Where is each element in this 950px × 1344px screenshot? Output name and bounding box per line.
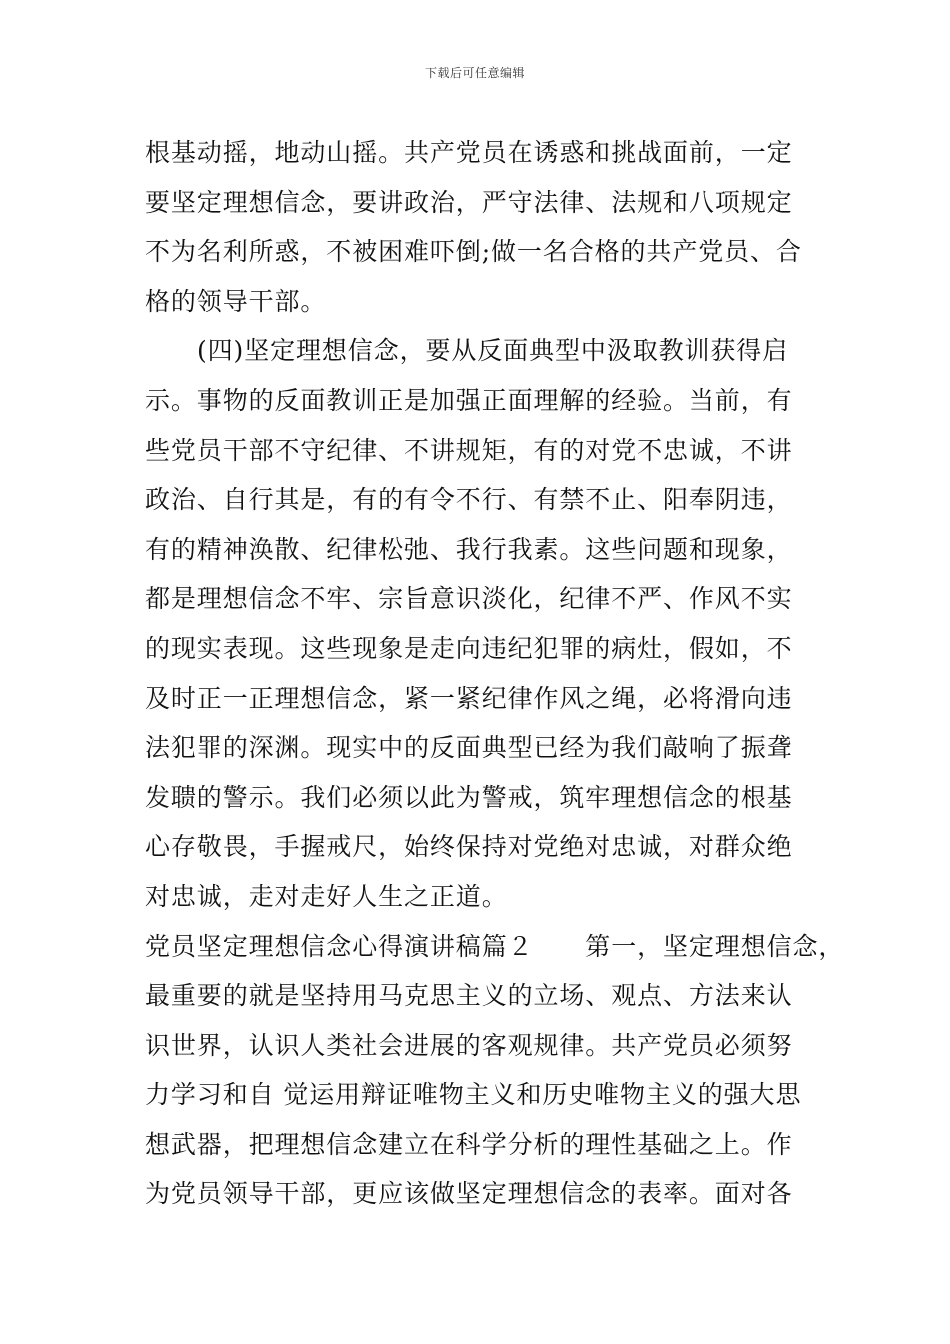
- text-line: 对忠诚，走对走好人生之正道。: [145, 881, 508, 911]
- text-line: 有的精神涣散、纪律松弛、我行我素。这些问题和现象，: [145, 534, 793, 564]
- text-line: 根基动摇，地动山摇。共产党员在诱惑和挑战面前，一定: [145, 138, 793, 167]
- text-line: 都是理想信念不牢、宗旨意识淡化，纪律不严、作风不实: [145, 584, 793, 614]
- text-line: 些党员干部不守纪律、不讲规矩，有的对党不忠诚，不讲: [145, 435, 793, 465]
- page-header: 下载后可任意编辑: [424, 66, 525, 80]
- paragraph-start-line: (四)坚定理想信念，要从反面典型中汲取教训获得启: [197, 336, 789, 366]
- text-line: 心存敬畏，手握戒尺，始终保持对党绝对忠诚，对群众绝: [145, 832, 793, 862]
- text-line: 要坚定理想信念，要讲政治，严守法律、法规和八项规定: [145, 187, 793, 217]
- text-line: 示。事物的反面教训正是加强正面理解的经验。当前，有: [145, 385, 793, 415]
- text-line: 想武器，把理想信念建立在科学分析的理性基础之上。作: [145, 1129, 793, 1159]
- text-line: 及时正一正理想信念，紧一紧纪律作风之绳，必将滑向违: [145, 683, 793, 713]
- document-body: [145, 128, 845, 1219]
- text-line: 为党员领导干部，更应该做坚定理想信念的表率。面对各: [145, 1179, 793, 1209]
- text-line: 发聩的警示。我们必须以此为警戒，筑牢理想信念的根基: [145, 782, 793, 812]
- text-line: 识世界，认识人类社会进展的客观规律。共产党员必须努: [145, 1030, 793, 1060]
- text-line: 不为名利所惑，不被困难吓倒;做一名合格的共产党员、合: [145, 237, 802, 267]
- text-line: 政治、自行其是，有的有令不行、有禁不止、阳奉阴违，: [145, 485, 793, 515]
- section-title-line: 党员坚定理想信念心得演讲稿篇２ 第一，坚定理想信念，: [145, 931, 845, 961]
- text-line: 格的领导干部。: [145, 286, 327, 316]
- text-line: 力学习和自 觉运用辩证唯物主义和历史唯物主义的强大思: [145, 1080, 802, 1110]
- text-line: 的现实表现。这些现象是走向违纪犯罪的病灶，假如，不: [145, 633, 793, 663]
- text-line: 最重要的就是坚持用马克思主义的立场、观点、方法来认: [145, 981, 793, 1011]
- text-line: 法犯罪的深渊。现实中的反面典型已经为我们敲响了振聋: [145, 733, 793, 763]
